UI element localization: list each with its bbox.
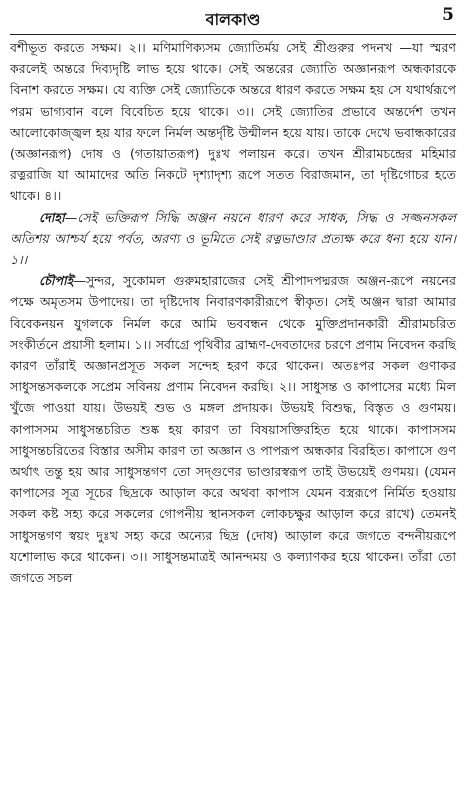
paragraph-doha	[10, 207, 456, 271]
chaupai-label: চৌপাই	[38, 273, 74, 289]
paragraph-intro	[10, 37, 456, 207]
body-text	[10, 37, 456, 588]
doha-text: —সেই ভক্তিরূপ সিদ্ধি অঞ্জন নয়নে ধারণ করে সাধক, সিদ্ধ ও সজ্জনসকল অতিশয় আশ্চর্য হয়ে পর্বত, অরণ্য ও ভূমিতে সেই রত্নভাণ্ডার প্রত্যক্ষ করে ধন্য হয়ে যান। ১।।	[10, 209, 456, 268]
doha-label: দোহা	[38, 209, 65, 225]
paragraph-text: বশীভূত করতে সক্ষম। ২।। মণিমাণিক্যসম জ্যোতির্ময় সেই শ্রীগুরুর পদনখ —যা স্মরণ করলেই অন্তরে দিব্যদৃষ্টি লাভ হয়ে থাকে। সেই অন্তরের জ্যোতি অজ্ঞানরূপ অন্ধকারকে বিনাশ করতে সক্ষম। যে ব্যক্তি সেই জ্যোতিকে অন্তরে ধারণ করতে সক্ষম হয় সে যথার্থরূপে পরম ভাগ্যবান বলে বিবেচিত হয়ে থাকে। ৩।। সেই জ্যোতির প্রভাবে অন্তর্দেশ তখন আলোকোজ্জ্বল হয় যার ফলে নির্মল অন্তর্দৃষ্টি উন্মীলন হয়ে যায়। তাকে দেখে ভবান্ধকারের (অজ্ঞানরূপ) দোষ ও (গতায়াতরূপ) দুঃখ পলায়ন করে। তখন শ্রীরামচন্দ্রের মহিমার রত্নরাজি যা আমাদের অতি নিকটে দৃশ্যাদৃশ্য রূপে সতত বিরাজমান, তা দৃষ্টিগোচর হতে থাকে। ৪।।	[10, 40, 456, 204]
chapter-title: বালকাণ্ড	[205, 10, 261, 29]
paragraph-chaupai	[10, 270, 456, 588]
header-rule	[10, 34, 456, 35]
page-header	[10, 0, 456, 34]
page-number: 5	[442, 5, 454, 25]
chaupai-text: —সুন্দর, সুকোমল গুরুমহারাজের সেই শ্রীপাদপদ্মরজ অঞ্জন-রূপে নয়নের পক্ষে অমৃতসম উপাদেয়। তা দৃষ্টিদোষ নিবারণকারীরূপে স্বীকৃত। সেই অঞ্জন দ্বারা আমার বিবেকনয়ন যুগলকে নির্মল করে আমি ভববন্ধন থেকে মুক্তিপ্রদানকারী শ্রীরামচরিত সংকীর্তনে প্রয়াসী হলাম। ১।। সর্বাগ্রে পৃথিবীর ব্রাহ্মণ-দেবতাদের চরণে প্রণাম নিবেদন করছি কারণ তাঁরাই অজ্ঞানপ্রসূত সকল সন্দেহ হরণ করে থাকেন। অতঃপর সকল গুণাকর সাধুসন্তসকলকে সপ্রেম সবিনয় প্রণাম নিবেদন করছি। ২।। সাধুসন্ত ও কাপাসের মধ্যে মিল খুঁজে পাওয়া যায়। উভয়ই শুভ ও মঙ্গল প্রদায়ক। উভয়ই বিশুদ্ধ, বিস্তৃত ও গুণময়। কাপাসসম সাধুসন্তচরিত শুষ্ক হয় কারণ তা বিষয়াসক্তিরহিত হয়ে থাকে। কাপাসসম সাধুসন্তচরিতের বিস্তার অসীম কারণ তা অজ্ঞান ও পাপরূপ অন্ধকার বিরহিত। কাপাসে গুণ অর্থাৎ তন্তু হয় আর সাধুসন্তগণ তো সদ্গুণের ভাণ্ডারস্বরূপ তাই উভয়েই গুণময়। (যেমন কাপাসের সূত্র সূচের ছিদ্রকে আড়াল করে অথবা কাপাস যেমন বস্ত্ররূপে নির্মিত হওয়ায় সকল কষ্ট সহ্য করে সকলের গোপনীয় স্থানসকল লোকচক্ষুর আড়াল করে রাখে) তেমনই সাধুসন্তগণ স্বয়ং দুঃখ সহ্য করে অন্যের ছিদ্র (দোষ) আড়াল করে জগতে বন্দনীয়রূপে যশোলাভ করে থাকেন। ৩।। সাধুসন্তমাত্রই আনন্দময় ও কল্যাণকর হয়ে থাকেন। তাঁরা তো জগতে সচল	[10, 273, 456, 586]
